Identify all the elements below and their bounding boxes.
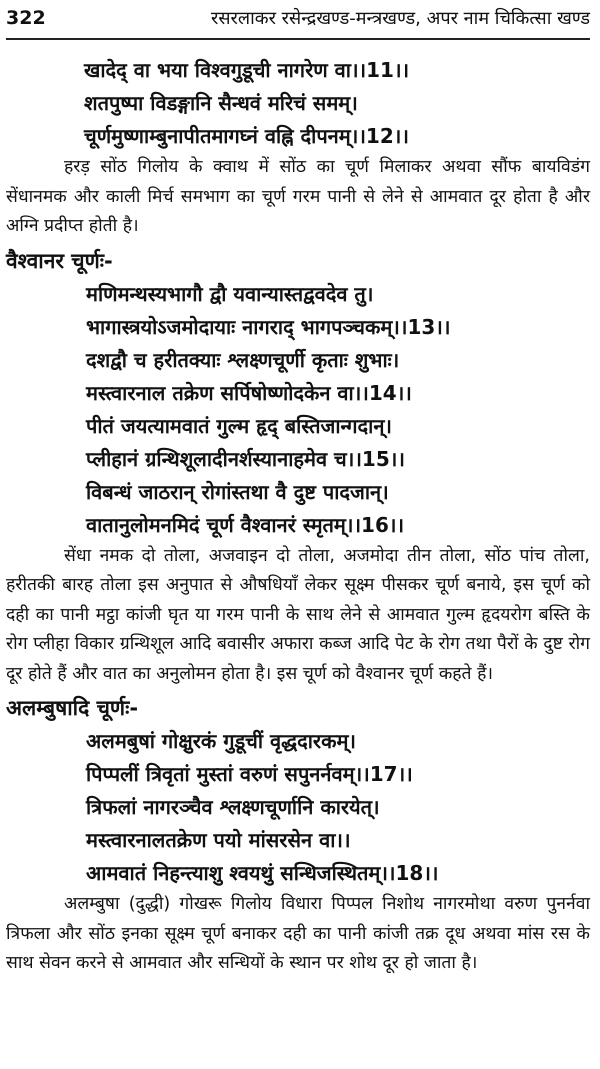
page-number: 322 — [6, 7, 46, 29]
running-title: रसरलाकर रसेन्द्रखण्ड-मन्त्रखण्ड, अपर नाम चिकित्सा खण्ड — [211, 8, 590, 29]
verse-line: पीतं जयत्यामवातं गुल्म हृद् बस्तिजान्गदान्। — [86, 413, 393, 438]
verse-line: त्रिफलां नागरञ्चैव श्लक्ष्णचूर्णानि कारयेत्। — [86, 795, 380, 819]
section-heading: अलम्बुषादि चूर्णः- — [6, 696, 139, 720]
verse-line: चूर्णमुष्णाम्बुनापीतमागघ्नं वह्नि दीपनम्।।12।। — [84, 124, 409, 148]
verse-line: शतपुष्पा विडङ्गानि सैन्धवं मरिचं समम्। — [84, 91, 358, 115]
verse-line: दशद्वौ च हरीतक्याः श्लक्ष्णचूर्णी कृताः शुभाः। — [86, 347, 400, 372]
verse-line: प्लीहानं ग्रन्थिशूलादीनर्शस्यानाहमेव च।।15।। — [86, 446, 405, 471]
verse-line: आमवातं निहन्त्याशु श्वयथुं सन्धिजस्थितम्।।18।। — [86, 861, 439, 885]
page-body — [6, 54, 590, 979]
commentary-paragraph: सेंधा नमक दो तोला, अजवाइन दो तोला, अजमोदा तीन तोला, सोंठ पांच तोला, हरीतकी बारह तोला इस अनुपात से औषधियाँ लेकर सूक्ष्म पीसकर चूर्ण बनाये, इस चूर्ण को दही का पानी मट्ठा कांजी घृत या गरम पानी के साथ लेने से आमवात गुल्म हृदयरोग बस्ति के रोग प्लीहा विकार ग्रन्थिशूल आदि बवासीर अफारा कब्ज आदि पेट के रोग तथा पैरों के दुष्ट रोग दूर होते हैं और वात का अनुलोमन होता है। इस चूर्ण को वैश्वानर चूर्ण कहते हैं। — [6, 545, 590, 684]
verse-line: मस्त्वारनालतक्रेण पयो मांसरसेन वा।। — [86, 828, 351, 852]
verse-line: मणिमन्थस्यभागौ द्वौ यवान्यास्तद्ववदेव तु। — [86, 281, 374, 306]
verse-line: खादेद् वा भया विश्वगुडूची नागरेण वा।।11।। — [84, 58, 410, 82]
page-header — [6, 6, 590, 40]
commentary-paragraph: अलम्बुषा (दुद्धी) गोखरू गिलोय विधारा पिप्पल निशोथ नागरमोथा वरुण पुनर्नवा त्रिफला और सोंठ इनका सूक्ष्म चूर्ण बनाकर दही का पानी कांजी तक्र दूध अथवा मांस रस के साथ सेवन करने से आमवात और सन्धियों के स्थान पर शोथ दूर हो जाता है। — [6, 894, 590, 973]
commentary-paragraph: हरड़ सोंठ गिलोय के क्वाथ में सोंठ का चूर्ण मिलाकर अथवा सौंफ बायविडंग सेंधानमक और काली मिर्च समभाग का चूर्ण गरम पानी से लेने से आमवात दूर होता है और अग्नि प्रदीप्त होती है। — [6, 157, 590, 236]
verse-line: अलमबुषां गोक्षुरकं गुडूचीं वृद्धदारकम्। — [86, 729, 356, 753]
verse-line: मस्त्वारनाल तक्रेण सर्पिषोष्णोदकेन वा।।14।। — [86, 380, 412, 405]
section-heading: वैश्वानर चूर्णः- — [6, 248, 113, 273]
verse-line: विबन्धं जाठरान् रोगांस्तथा वै दुष्ट पादजान्। — [86, 479, 389, 504]
verse-line: वातानुलोमनमिदं चूर्ण वैश्वानरं स्मृतम्।।16।। — [86, 512, 405, 537]
verse-line: पिप्पलीं त्रिवृतां मुस्तां वरुणं सपुनर्नवम्।।17।। — [86, 762, 413, 786]
verse-line: भागास्त्रयोऽजमोदायाः नागराद् भागपञ्चकम्।।13।। — [86, 314, 451, 339]
